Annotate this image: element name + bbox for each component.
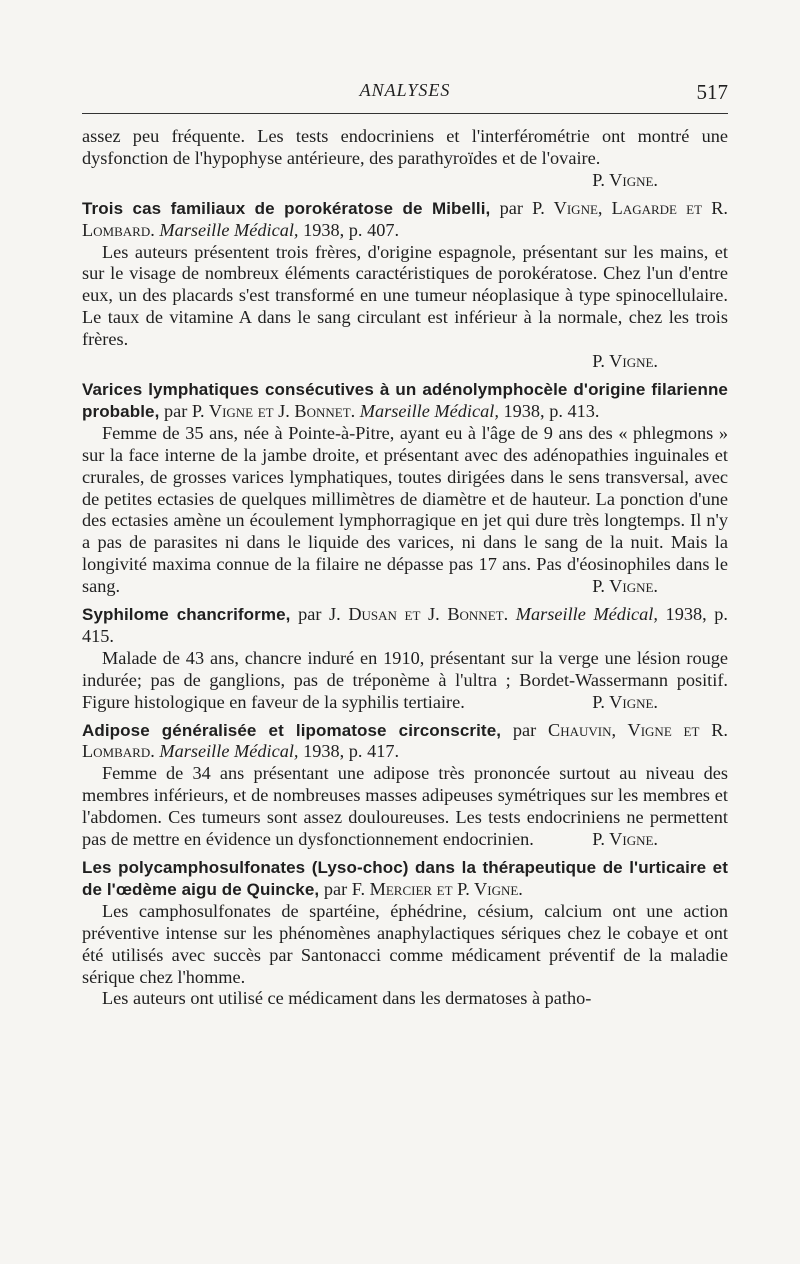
intro-paragraph <box>82 126 728 190</box>
entry-reference: 1938, p. 413. <box>503 400 600 421</box>
entry-authors: P. Vigne, Lagarde et R. Lombard. <box>82 197 728 240</box>
entry-body-continued: Les auteurs ont utilisé ce médicament dans les dermatoses à patho- <box>102 988 592 1009</box>
entry-authors: Chauvin, Vigne et R. Lombard. <box>82 719 728 762</box>
entry-title: Trois cas familiaux de porokératose de Mibelli, <box>82 198 491 218</box>
entry-by: par <box>499 197 523 218</box>
running-title: ANALYSES <box>359 80 451 100</box>
body-text <box>82 126 728 1010</box>
entry-syphilome <box>82 604 728 714</box>
entry-authors: F. Mercier et P. Vigne. <box>351 878 523 899</box>
page-number: 517 <box>696 80 728 104</box>
entry-body: Les camphosulfonates de spartéine, éphédrine, césium, calcium ont une action préventive intense sur les phénomènes anaphylactiques sériques chez le cobaye et ont été utilisés avec succès par Santonacci comme médicament préventif de la maladie sérique chez l'homme. <box>82 900 728 987</box>
entry-reference: 1938, p. 407. <box>303 219 400 240</box>
page-header <box>82 76 728 106</box>
entry-reference: 1938, p. 417. <box>303 741 400 762</box>
entry-journal: Marseille Médical, <box>359 400 499 421</box>
entry-signature: P. Vigne. <box>592 829 658 850</box>
entry-by: par <box>323 878 348 899</box>
entry-authors: J. Dusan et J. Bonnet. <box>329 604 509 625</box>
entry-body-text: Femme de 35 ans, née à Pointe-à-Pitre, ayant eu à l'âge de 9 ans des « phlegmons » sur la face interne de la jambe droite, et présentant avec des adénopathies inguinales et crurales, de grosses varices lymphatiques, toutes dirigées dans le sens transversal, avec de petites ectasies de quelques millimètres de diamètre et de hauteur. La ponction d'une des ectasies amène un écoulement lymphorragique en jet qui dure très longtemps. Il n'y a pas de parasites ni dans le liquide des varices, ni dans le sang de la nuit. Mais la longivité maxima connue de la filaire ne dépasse pas 17 ans. Pas d'éosinophiles dans le sang. <box>82 422 728 597</box>
entry-by: par <box>298 604 322 625</box>
entry-title: Adipose généralisée et lipomatose circonscrite, <box>82 720 502 740</box>
entry-body <box>82 648 728 714</box>
entry-body-text: Malade de 43 ans, chancre induré en 1910, présentant sur la verge une lésion rouge indurée; pas de ganglions, pas de tréponème à l'ultra ; Bordet-Wassermann positif. Figure histologique en faveur de la syphilis tertiaire. <box>82 647 728 712</box>
header-rule <box>82 113 728 114</box>
entry-title: Varices lymphatiques consécutives à un adénolymphocèle d'origine filarienne probable, <box>82 379 728 421</box>
entry-varices-lymphatiques <box>82 379 728 598</box>
intro-signature: P. Vigne. <box>592 169 658 190</box>
intro-text: assez peu fréquente. Les tests endocriniens et l'interférométrie ont montré une dysfonction de l'hypophyse antérieure, des parathyroïdes et de l'ovaire. <box>82 126 728 168</box>
entry-body-text: Femme de 34 ans présentant une adipose très prononcée surtout au niveau des membres inférieurs, et de nombreuses masses adipeuses symétriques sur les membres et l'abdomen. Ces tumeurs sont assez douloureuses. Les tests endocriniens ne permettent pas de mettre en évidence un dysfonctionnement endocrinien. <box>82 763 728 850</box>
entry-adipose <box>82 720 728 851</box>
entry-heading <box>82 604 728 648</box>
entry-reference: 1938, p. 415. <box>82 604 729 646</box>
entry-heading <box>82 379 728 423</box>
entry-journal: Marseille Médical, <box>159 219 299 240</box>
entry-signature: P. Vigne. <box>592 351 658 372</box>
entry-heading <box>82 198 728 242</box>
entry-body <box>82 763 728 851</box>
entry-polycamphosulfonates <box>82 857 728 1010</box>
entry-journal: Marseille Médical, <box>515 604 658 625</box>
entry-title: Les polycamphosulfonates (Lyso-choc) dans la thérapeutique de l'urticaire et de l'œdème aigu de Quincke, <box>82 858 728 899</box>
entry-signature: P. Vigne. <box>592 691 658 712</box>
entry-by: par <box>164 400 188 421</box>
entry-heading <box>82 720 728 764</box>
entry-body: Les auteurs présentent trois frères, d'origine espagnole, présentant sur les mains, et sur le visage de nombreux éléments caractéristiques de porokératose. Chez l'un d'entre eux, un des placards s'est transformé en une tumeur néoplasique à type spinocellulaire. Le taux de vitamine A dans le sang circulant est inférieur à la normale, chez les trois frères. <box>82 241 728 350</box>
entry-authors: P. Vigne et J. Bonnet. <box>191 400 356 421</box>
entry-by: par <box>512 719 537 740</box>
entry-body <box>82 423 728 598</box>
entry-heading <box>82 857 728 901</box>
entry-journal: Marseille Médical, <box>159 741 299 762</box>
entry-porokeratose <box>82 198 728 373</box>
entry-title: Syphilome chancriforme, <box>82 605 291 625</box>
entry-signature: P. Vigne. <box>592 576 658 597</box>
